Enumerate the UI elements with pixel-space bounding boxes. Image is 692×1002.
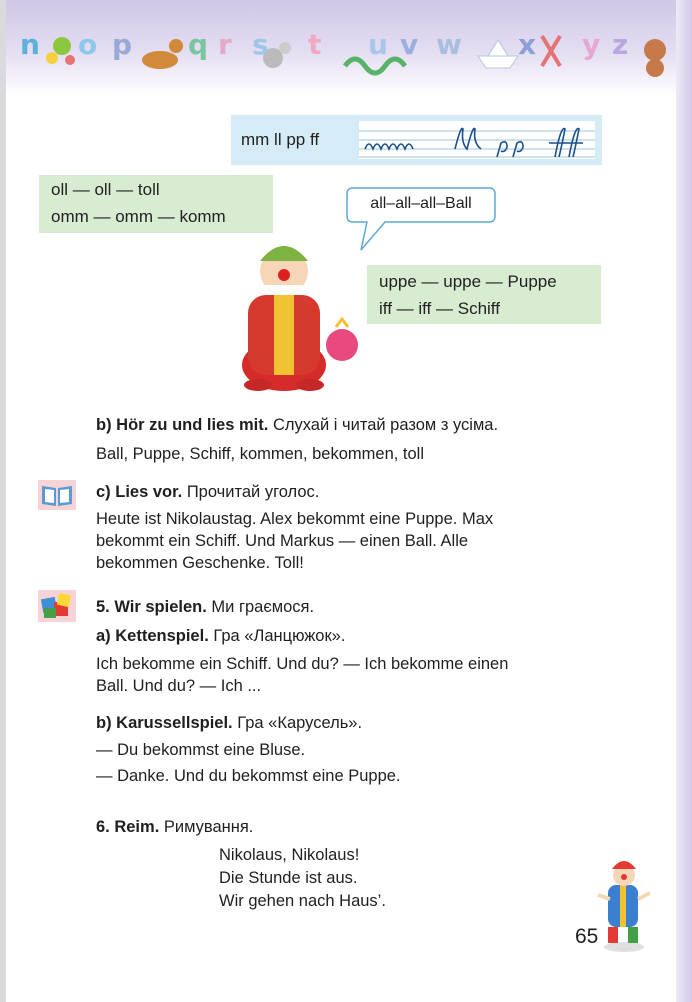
task5-a-title: a) Kettenspiel. xyxy=(96,627,209,645)
page-left-edge xyxy=(0,0,6,1002)
task5-b-heading xyxy=(96,713,362,733)
task5-heading xyxy=(96,597,314,617)
text-line: Ich bekomme ein Schiff. Und du? — Ich bekomme einen xyxy=(96,655,509,673)
task6-heading xyxy=(96,817,253,837)
banner-letter: t xyxy=(308,28,322,61)
section-b-title: b) Hör zu und lies mit. xyxy=(96,416,269,434)
text-line: bekommt ein Schiff. Und Markus — einen Ball. Alle xyxy=(96,532,469,550)
task5-a-text xyxy=(96,653,602,697)
poem-line: Nikolaus, Nikolaus! xyxy=(219,846,360,864)
toy-blocks-icon xyxy=(38,590,76,622)
banner-letter: q xyxy=(188,28,209,61)
banner-letter: o xyxy=(78,28,98,61)
task6-title: 6. Reim. xyxy=(96,818,160,836)
banner-letter: x xyxy=(518,28,537,61)
syllables-box-left xyxy=(39,175,273,233)
page-number: 65 xyxy=(575,925,599,948)
syllable-line: oll — oll — toll xyxy=(51,180,160,199)
letters-practice-box xyxy=(231,115,602,165)
banner-letter: u xyxy=(368,28,388,61)
small-clown-illustration xyxy=(594,855,654,955)
banner-letter: s xyxy=(252,28,269,61)
task6-translation: Римування. xyxy=(163,818,254,836)
task5-b-title: b) Karussellspiel. xyxy=(96,714,233,732)
task5-b-translation: Гра «Карусель». xyxy=(237,714,363,732)
poem-line: Die Stunde ist aus. xyxy=(219,869,358,887)
banner-letter: p xyxy=(112,28,133,61)
section-c-text xyxy=(96,508,602,574)
banner-letter: n xyxy=(20,28,40,61)
section-c-title: c) Lies vor. xyxy=(96,483,183,501)
banner-letter: r xyxy=(218,28,232,61)
speech-bubble-text: all–all–all–Ball xyxy=(370,195,472,212)
clown-illustration xyxy=(224,235,364,395)
text-line: bekommen Geschenke. Toll! xyxy=(96,554,304,572)
section-c-heading xyxy=(96,482,319,502)
banner-letter: z xyxy=(612,28,629,61)
text-line: — Danke. Und du bekommst eine Puppe. xyxy=(96,767,401,785)
task5-a-heading xyxy=(96,626,345,646)
task5-translation: Ми граємося. xyxy=(211,598,315,616)
syllable-line: iff — iff — Schiff xyxy=(379,299,500,318)
text-line: — Du bekommst eine Bluse. xyxy=(96,741,306,759)
task5-title: 5. Wir spielen. xyxy=(96,598,207,616)
task5-a-translation: Гра «Ланцюжок». xyxy=(213,627,346,645)
syllable-line: uppe — uppe — Puppe xyxy=(379,272,557,291)
task5-b-text xyxy=(96,739,602,787)
letters-practice-label: mm ll pp ff xyxy=(241,130,320,149)
section-c-translation: Прочитай уголос. xyxy=(186,483,320,501)
open-book-icon xyxy=(38,480,76,510)
section-b-heading xyxy=(96,415,498,435)
section-b-words: Ball, Puppe, Schiff, kommen, bekommen, toll xyxy=(96,445,425,463)
poem-line: Wir gehen nach Haus’. xyxy=(219,892,386,910)
text-line: Ball. Und du? — Ich ... xyxy=(96,677,262,695)
handwriting-lines xyxy=(359,121,595,159)
banner-letter: v xyxy=(400,28,419,61)
text-line: Heute ist Nikolaustag. Alex bekommt eine Puppe. Max xyxy=(96,510,494,528)
handwriting-sample-icon xyxy=(359,121,595,159)
syllable-line: omm — omm — komm xyxy=(51,207,226,226)
syllables-box-right xyxy=(367,265,601,324)
banner-letter: w xyxy=(436,28,462,61)
banner-letter: y xyxy=(582,28,601,61)
page-right-edge xyxy=(676,0,692,1002)
section-b-translation: Слухай і читай разом з усіма. xyxy=(272,416,499,434)
